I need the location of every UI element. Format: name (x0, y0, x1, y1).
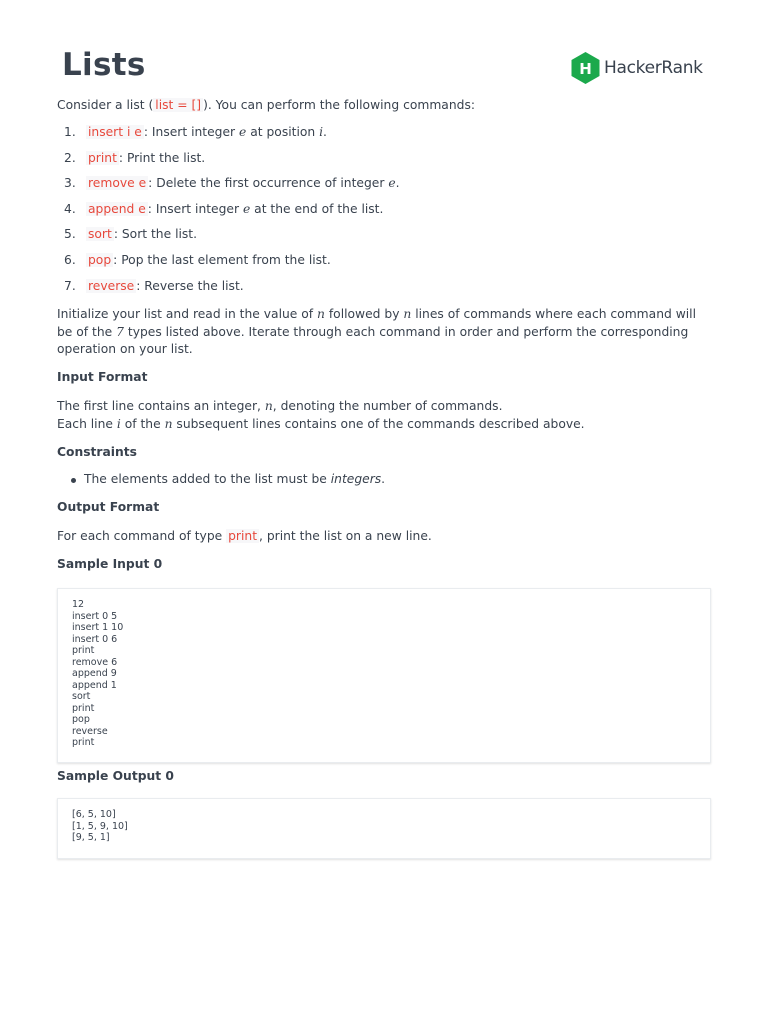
command-desc: : Insert integer (143, 125, 240, 139)
command-desc: : Delete the first occurrence of integer (148, 176, 389, 191)
math-var: 7 (116, 324, 124, 339)
code-line: sort (72, 691, 91, 702)
brand-name: HackerRank (604, 58, 703, 78)
constraint-emphasis: integers (330, 472, 382, 486)
command-desc: : Insert integer (147, 201, 243, 216)
output-code: print (228, 529, 258, 543)
command-desc: at the end of the list. (250, 201, 384, 216)
page-title: Lists (62, 47, 146, 83)
paragraph-text: For each command of type (57, 529, 227, 543)
sample-input-heading: Sample Input 0 (57, 557, 163, 571)
math-var: n (164, 416, 173, 431)
paragraph-text: subsequent lines contains one of the commands described above. (172, 416, 585, 431)
command-code: print (88, 150, 117, 165)
input-format-text (57, 398, 711, 433)
command-number: 3. (64, 176, 76, 191)
command-list (57, 124, 711, 303)
paragraph-text: , denoting the number of commands. (272, 399, 503, 413)
paragraph-text: types listed above. Iterate through each command in order and perform the corresponding operation on your list. (57, 324, 689, 356)
command-desc: . (323, 125, 327, 139)
sample-output-lines (58, 799, 710, 844)
output-format-heading: Output Format (57, 500, 160, 514)
command-code: remove e (88, 176, 147, 191)
logo-letter: H (579, 60, 592, 78)
command-code: reverse (88, 278, 135, 293)
code-line: 12 (72, 599, 85, 610)
command-code: append e (88, 201, 146, 216)
code-line: insert 0 5 (72, 610, 118, 622)
math-var: n (264, 399, 273, 413)
command-desc: at position (246, 125, 320, 139)
math-var: i (116, 416, 121, 431)
command-item (57, 175, 711, 201)
code-line: append 9 (72, 668, 117, 679)
constraints-list (57, 471, 385, 489)
math-var: e (242, 201, 251, 216)
math-var: e (388, 176, 396, 191)
command-item (57, 150, 711, 176)
paragraph-text: Initialize your list and read in the value of (57, 307, 318, 321)
paragraph-text: followed by (324, 307, 404, 321)
command-item (57, 226, 711, 252)
command-number: 7. (64, 278, 76, 293)
constraint-text: . (381, 472, 386, 486)
intro-code: list = [] (155, 98, 202, 112)
command-code: sort (88, 227, 112, 242)
intro-paragraph (57, 97, 711, 115)
command-number: 1. (64, 125, 76, 139)
code-line: pop (72, 714, 90, 725)
intro-prefix: Consider a list ( (57, 98, 154, 112)
bullet-icon (71, 478, 76, 483)
command-desc: . (395, 176, 400, 191)
sample-output-heading: Sample Output 0 (57, 769, 174, 783)
constraint-item (57, 471, 385, 489)
command-item (57, 201, 711, 227)
input-format-heading: Input Format (57, 370, 148, 384)
intro-suffix: ). You can perform the following commands: (203, 98, 475, 112)
output-format-text (57, 528, 711, 546)
math-var: e (239, 125, 247, 139)
paragraph-text: , print the list on a new line. (259, 529, 432, 543)
code-line: insert 1 10 (72, 622, 124, 633)
command-code: insert i e (88, 125, 142, 139)
sample-output-codebox[interactable] (57, 798, 711, 859)
command-number: 5. (64, 227, 76, 242)
constraints-heading: Constraints (57, 445, 137, 459)
code-line: append 1 (72, 679, 117, 691)
code-line: print (72, 737, 95, 748)
code-line: print (72, 702, 95, 714)
code-line: reverse (72, 725, 108, 737)
paragraph-text: lines of commands where each command will be of the (57, 307, 697, 339)
command-desc: : Reverse the list. (136, 278, 244, 293)
command-item (57, 278, 711, 304)
math-var: i (319, 125, 324, 139)
constraint-text: The elements added to the list must be (84, 472, 331, 486)
code-line: print (72, 645, 95, 656)
command-number: 2. (64, 150, 76, 165)
paragraph-text: The first line contains an integer, (57, 399, 265, 413)
command-desc: : Print the list. (118, 150, 206, 165)
code-line: [1, 5, 9, 10] (72, 820, 128, 832)
math-var: n (403, 307, 412, 321)
command-item (57, 124, 711, 150)
code-line: remove 6 (72, 656, 118, 668)
code-line: insert 0 6 (72, 633, 118, 645)
paragraph-text: Each line (57, 416, 117, 431)
command-desc: : Sort the list. (113, 227, 198, 242)
paragraph-text: of the (120, 416, 165, 431)
command-number: 4. (64, 201, 76, 216)
math-var: n (317, 307, 325, 321)
code-line: [9, 5, 1] (72, 832, 110, 843)
sample-input-lines (58, 589, 710, 749)
init-paragraph (57, 306, 711, 359)
hackerrank-logo-icon (571, 52, 600, 84)
command-desc: : Pop the last element from the list. (113, 252, 331, 267)
command-code: pop (88, 252, 112, 267)
sample-input-codebox[interactable] (57, 588, 711, 763)
code-line: [6, 5, 10] (72, 809, 116, 820)
command-item (57, 252, 711, 278)
command-number: 6. (64, 252, 76, 267)
brand[interactable] (571, 52, 703, 84)
